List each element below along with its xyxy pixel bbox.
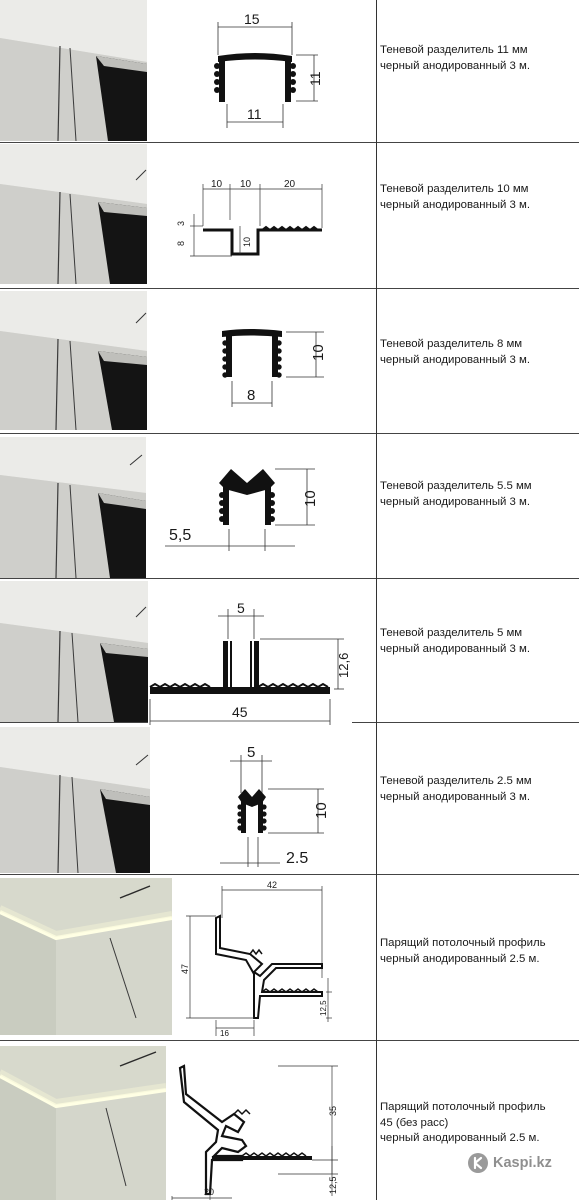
row-divider (0, 433, 579, 434)
product-description: Теневой разделитель 10 мм черный анодированный 3 м. (380, 183, 531, 211)
row-divider (0, 722, 148, 723)
dim-height-47: 47 (180, 963, 190, 974)
product-photo (0, 437, 146, 578)
row-divider (0, 874, 579, 875)
kaspi-logo-icon (468, 1153, 488, 1173)
product-row-1 (0, 0, 579, 141)
dim-height-12-5: 12,5 (328, 1176, 338, 1194)
product-row-7 (0, 878, 579, 1038)
product-description: Теневой разделитель 11 мм черный анодированный 3 м. (380, 44, 531, 72)
product-row-5 (0, 581, 579, 723)
row-divider (0, 142, 579, 143)
product-photo (0, 878, 172, 1035)
product-description: Парящий потолочный профиль черный анодированный 2.5 м. (380, 937, 546, 965)
product-row-8 (0, 1046, 579, 1200)
product-row-6 (0, 727, 579, 873)
dim-bottom-2-5: 2.5 (286, 850, 309, 867)
product-description: Парящий потолочный профиль 45 (без расс) черный анодированный 2.5 м. (380, 1101, 546, 1144)
dim-width-45: 45 (232, 704, 248, 720)
profile-drawing (200, 727, 340, 873)
dim-3: 3 (176, 220, 186, 226)
product-photo (0, 581, 148, 722)
row-divider (352, 722, 579, 723)
dim-10-depth: 10 (242, 236, 252, 247)
dim-width-5-5: 5,5 (169, 527, 192, 544)
dim-height-12-6: 12,6 (336, 652, 351, 678)
product-row-4 (0, 437, 579, 578)
dim-width-42: 42 (267, 880, 278, 890)
profile-drawing (170, 144, 340, 286)
profile-drawing (190, 0, 340, 141)
product-row-2 (0, 144, 579, 286)
product-photo (0, 291, 147, 430)
product-description: Теневой разделитель 8 мм черный анодированный 3 м. (380, 338, 531, 366)
dim-20: 20 (284, 179, 296, 190)
dim-height-10: 10 (313, 802, 330, 819)
dim-height-12-5: 12,5 (319, 1000, 328, 1016)
dim-width-16: 16 (220, 1029, 229, 1038)
product-photo (0, 0, 147, 141)
product-photo (0, 144, 147, 284)
dim-height-10: 10 (310, 344, 327, 361)
kaspi-watermark (468, 1152, 552, 1174)
product-row-3 (0, 291, 579, 432)
product-description: Теневой разделитель 2.5 мм черный анодированный 3 м. (380, 775, 532, 803)
dim-height-35: 35 (328, 1105, 338, 1116)
profile-drawing (165, 437, 335, 578)
kaspi-watermark-text: Kaspi.kz (493, 1155, 552, 1171)
dim-height-11: 11 (307, 71, 323, 86)
product-photo (0, 1046, 166, 1200)
dim-10-left: 10 (211, 179, 223, 190)
dim-width-20: 20 (204, 1187, 215, 1197)
dim-height-10: 10 (302, 490, 319, 507)
profile-drawing (172, 1046, 342, 1200)
row-divider (0, 1040, 579, 1041)
dim-width-8: 8 (247, 387, 256, 404)
dim-inner-11: 11 (247, 106, 262, 122)
product-description: Теневой разделитель 5 мм черный анодированный 3 м. (380, 627, 531, 655)
row-divider (0, 578, 579, 579)
dim-top-5: 5 (247, 744, 256, 761)
product-photo (0, 727, 150, 873)
dim-width-15: 15 (244, 11, 260, 27)
dim-gap-5: 5 (237, 600, 245, 616)
product-description: Теневой разделитель 5.5 мм черный анодированный 3 м. (380, 480, 532, 508)
profile-drawing (148, 581, 351, 723)
dim-10-mid: 10 (240, 179, 252, 190)
profile-drawing (180, 878, 340, 1038)
profile-drawing (200, 291, 340, 432)
dim-8: 8 (176, 240, 186, 246)
column-divider (376, 0, 377, 1200)
row-divider (0, 288, 579, 289)
